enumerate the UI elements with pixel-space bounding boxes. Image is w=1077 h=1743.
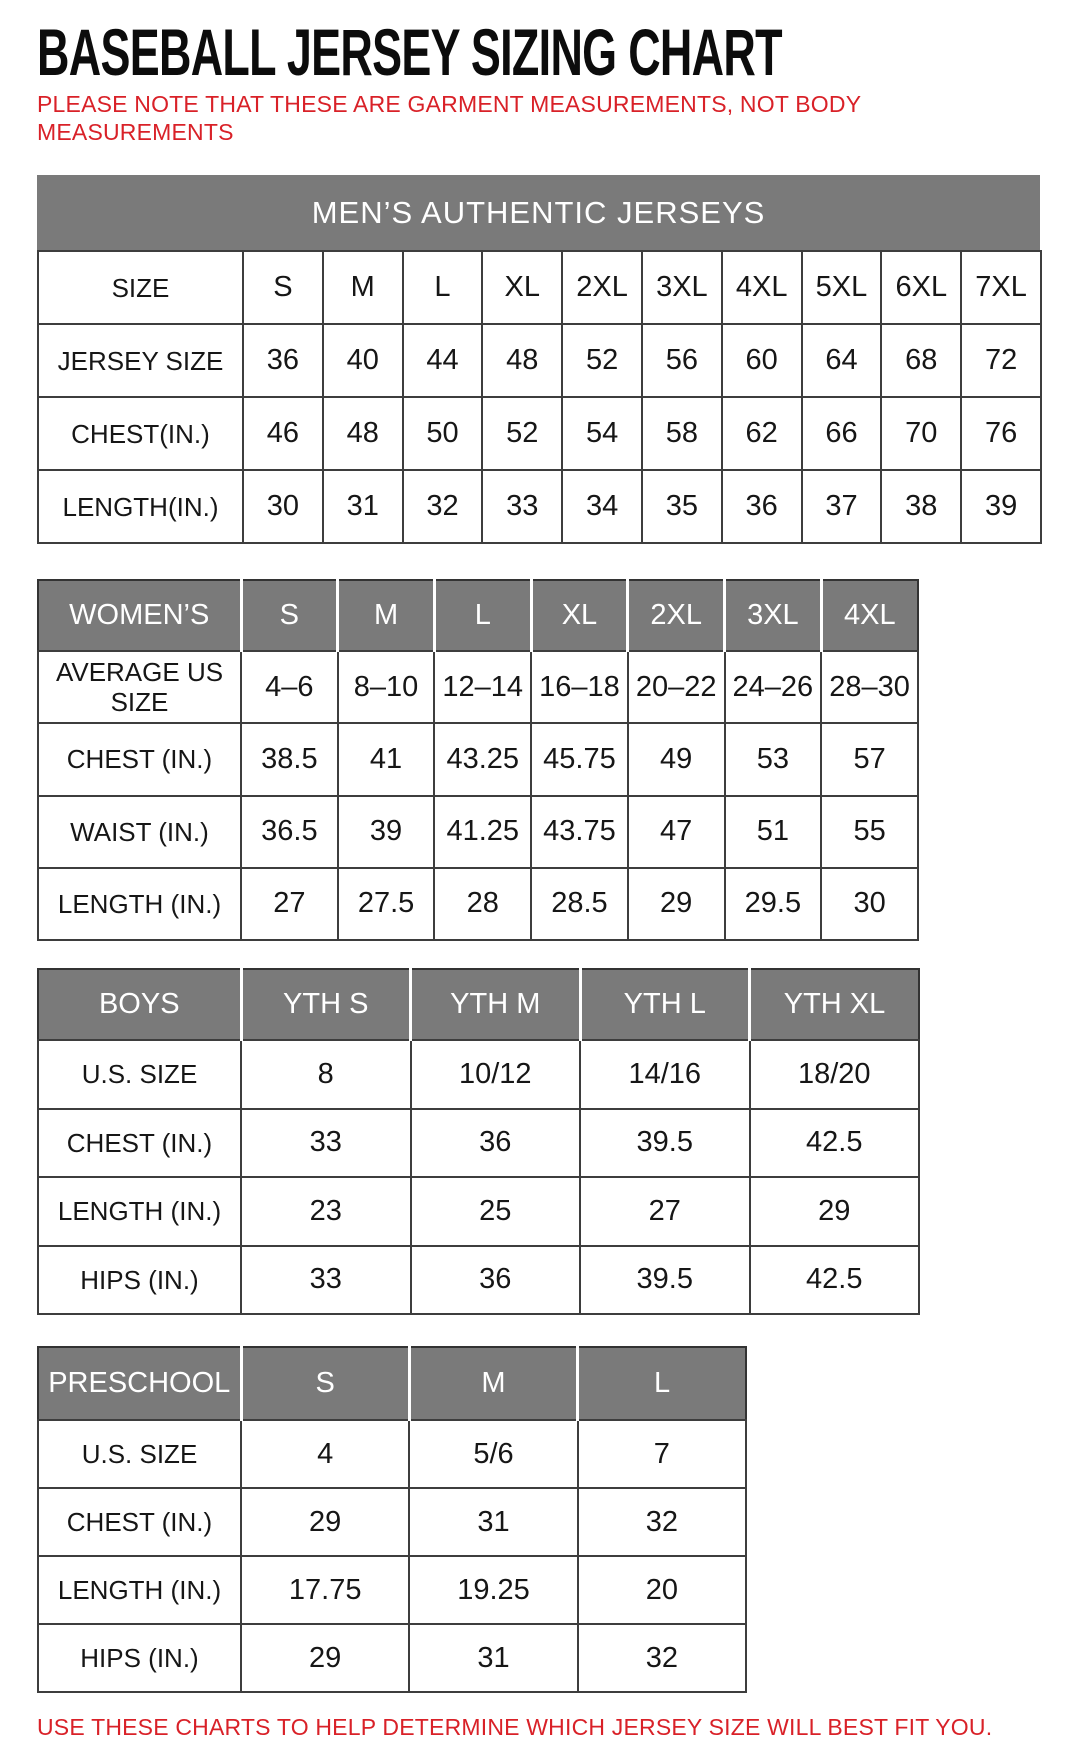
- size-value-cell: 58: [642, 397, 722, 470]
- size-value-cell: 27: [241, 868, 338, 940]
- size-value-cell: 68: [881, 324, 961, 397]
- size-value-cell: 32: [578, 1624, 746, 1692]
- size-value-cell: S: [243, 251, 323, 324]
- size-value-cell: 19.25: [409, 1556, 577, 1624]
- row-label-cell: CHEST(IN.): [38, 397, 243, 470]
- size-value-cell: 62: [722, 397, 802, 470]
- size-column-header-cell: S: [241, 1347, 409, 1420]
- size-value-cell: 36: [411, 1246, 581, 1315]
- row-label-cell: HIPS (IN.): [38, 1624, 241, 1692]
- womens-section: [37, 579, 1077, 941]
- size-value-cell: 55: [821, 796, 918, 868]
- size-table-header-row: [38, 580, 918, 651]
- size-value-cell: 72: [961, 324, 1041, 397]
- size-column-header-cell: XL: [531, 580, 628, 651]
- size-value-cell: 39: [338, 796, 435, 868]
- size-value-cell: 45.75: [531, 723, 628, 795]
- size-value-cell: 46: [243, 397, 323, 470]
- size-table-row: [38, 470, 1041, 543]
- size-value-cell: 20: [578, 1556, 746, 1624]
- size-column-header-cell: M: [409, 1347, 577, 1420]
- size-table-row: [38, 1488, 746, 1556]
- size-table-row: [38, 324, 1041, 397]
- size-value-cell: 20–22: [628, 651, 725, 723]
- size-column-header-cell: YTH M: [411, 969, 581, 1040]
- size-column-header-cell: YTH XL: [750, 969, 920, 1040]
- size-value-cell: 44: [403, 324, 483, 397]
- size-table-row: [38, 868, 918, 940]
- mens-banner: MEN’S AUTHENTIC JERSEYS: [37, 175, 1040, 250]
- size-value-cell: 48: [482, 324, 562, 397]
- size-table-row: [38, 251, 1041, 324]
- size-value-cell: 70: [881, 397, 961, 470]
- size-value-cell: 52: [482, 397, 562, 470]
- size-value-cell: 35: [642, 470, 722, 543]
- size-value-cell: 53: [725, 723, 822, 795]
- size-value-cell: 33: [482, 470, 562, 543]
- size-value-cell: 28: [434, 868, 531, 940]
- size-value-cell: 8–10: [338, 651, 435, 723]
- size-table-row: [38, 1246, 919, 1315]
- size-value-cell: 2XL: [562, 251, 642, 324]
- size-value-cell: 30: [243, 470, 323, 543]
- size-value-cell: 52: [562, 324, 642, 397]
- size-value-cell: 39: [961, 470, 1041, 543]
- size-value-cell: 6XL: [881, 251, 961, 324]
- boys-section: [37, 968, 1077, 1315]
- size-value-cell: 27: [580, 1177, 750, 1246]
- size-value-cell: 17.75: [241, 1556, 409, 1624]
- size-value-cell: 32: [403, 470, 483, 543]
- size-table-row: [38, 1624, 746, 1692]
- size-value-cell: 36: [243, 324, 323, 397]
- size-value-cell: 51: [725, 796, 822, 868]
- table-title-cell: PRESCHOOL: [38, 1347, 241, 1420]
- size-value-cell: 32: [578, 1488, 746, 1556]
- size-value-cell: 76: [961, 397, 1041, 470]
- size-value-cell: 66: [802, 397, 882, 470]
- mens-size-table: [37, 250, 1042, 544]
- size-value-cell: 49: [628, 723, 725, 795]
- size-value-cell: 29: [241, 1624, 409, 1692]
- size-value-cell: 31: [409, 1624, 577, 1692]
- size-value-cell: 36: [722, 470, 802, 543]
- row-label-cell: LENGTH (IN.): [38, 1556, 241, 1624]
- size-value-cell: 50: [403, 397, 483, 470]
- size-value-cell: 5XL: [802, 251, 882, 324]
- size-value-cell: 31: [409, 1488, 577, 1556]
- row-label-cell: LENGTH(IN.): [38, 470, 243, 543]
- size-table-row: [38, 1109, 919, 1178]
- size-value-cell: 29: [750, 1177, 920, 1246]
- size-value-cell: M: [323, 251, 403, 324]
- size-table-row: [38, 1177, 919, 1246]
- size-value-cell: 4: [241, 1420, 409, 1488]
- row-label-cell: HIPS (IN.): [38, 1246, 241, 1315]
- size-value-cell: 47: [628, 796, 725, 868]
- size-value-cell: 7XL: [961, 251, 1041, 324]
- row-label-cell: CHEST (IN.): [38, 1488, 241, 1556]
- size-value-cell: 8: [241, 1040, 411, 1109]
- garment-measurements-note: PLEASE NOTE THAT THESE ARE GARMENT MEASUREMENTS, NOT BODY MEASUREMENTS: [37, 91, 861, 145]
- size-value-cell: 40: [323, 324, 403, 397]
- row-label-cell: SIZE: [38, 251, 243, 324]
- size-value-cell: 57: [821, 723, 918, 795]
- size-value-cell: 18/20: [750, 1040, 920, 1109]
- size-value-cell: 34: [562, 470, 642, 543]
- size-value-cell: 12–14: [434, 651, 531, 723]
- size-value-cell: 29.5: [725, 868, 822, 940]
- size-value-cell: 54: [562, 397, 642, 470]
- size-value-cell: 33: [241, 1109, 411, 1178]
- size-table-row: [38, 397, 1041, 470]
- row-label-cell: U.S. SIZE: [38, 1040, 241, 1109]
- size-value-cell: 41.25: [434, 796, 531, 868]
- size-value-cell: 5/6: [409, 1420, 577, 1488]
- size-value-cell: 14/16: [580, 1040, 750, 1109]
- size-value-cell: 33: [241, 1246, 411, 1315]
- mens-section: [37, 175, 1077, 544]
- size-value-cell: 39.5: [580, 1246, 750, 1315]
- size-value-cell: 39.5: [580, 1109, 750, 1178]
- size-value-cell: 29: [241, 1488, 409, 1556]
- size-value-cell: 23: [241, 1177, 411, 1246]
- size-value-cell: 37: [802, 470, 882, 543]
- size-value-cell: 10/12: [411, 1040, 581, 1109]
- row-label-cell: WAIST (IN.): [38, 796, 241, 868]
- size-value-cell: 16–18: [531, 651, 628, 723]
- size-column-header-cell: 3XL: [725, 580, 822, 651]
- size-column-header-cell: YTH L: [580, 969, 750, 1040]
- womens-size-table: [37, 579, 919, 941]
- table-title-cell: WOMEN’S: [38, 580, 241, 651]
- boys-size-table: [37, 968, 920, 1315]
- size-table-row: [38, 1040, 919, 1109]
- size-value-cell: 41: [338, 723, 435, 795]
- row-label-cell: LENGTH (IN.): [38, 1177, 241, 1246]
- size-value-cell: 30: [821, 868, 918, 940]
- size-column-header-cell: M: [338, 580, 435, 651]
- size-value-cell: 64: [802, 324, 882, 397]
- size-column-header-cell: YTH S: [241, 969, 411, 1040]
- size-column-header-cell: S: [241, 580, 338, 651]
- size-value-cell: 25: [411, 1177, 581, 1246]
- size-table-row: [38, 723, 918, 795]
- row-label-cell: AVERAGE US SIZE: [38, 651, 241, 723]
- size-column-header-cell: L: [434, 580, 531, 651]
- size-value-cell: 42.5: [750, 1246, 920, 1315]
- size-value-cell: 43.25: [434, 723, 531, 795]
- size-column-header-cell: 4XL: [821, 580, 918, 651]
- size-value-cell: 36.5: [241, 796, 338, 868]
- preschool-section: [37, 1346, 1077, 1693]
- size-table-row: [38, 796, 918, 868]
- size-table-row: [38, 1556, 746, 1624]
- size-value-cell: 28–30: [821, 651, 918, 723]
- size-value-cell: 27.5: [338, 868, 435, 940]
- size-value-cell: 31: [323, 470, 403, 543]
- size-value-cell: 48: [323, 397, 403, 470]
- size-value-cell: 42.5: [750, 1109, 920, 1178]
- size-column-header-cell: 2XL: [628, 580, 725, 651]
- footer-note: USE THESE CHARTS TO HELP DETERMINE WHICH JERSEY SIZE WILL BEST FIT YOU.: [37, 1714, 993, 1740]
- size-table-row: [38, 651, 918, 723]
- size-table-header-row: [38, 1347, 746, 1420]
- size-value-cell: 4–6: [241, 651, 338, 723]
- size-value-cell: 29: [628, 868, 725, 940]
- size-column-header-cell: L: [578, 1347, 746, 1420]
- page-title: [37, 15, 1077, 89]
- table-title-cell: BOYS: [38, 969, 241, 1040]
- size-value-cell: 43.75: [531, 796, 628, 868]
- size-value-cell: 38.5: [241, 723, 338, 795]
- row-label-cell: U.S. SIZE: [38, 1420, 241, 1488]
- preschool-size-table: [37, 1346, 747, 1693]
- size-value-cell: 28.5: [531, 868, 628, 940]
- size-table-row: [38, 1420, 746, 1488]
- size-value-cell: 4XL: [722, 251, 802, 324]
- size-value-cell: 38: [881, 470, 961, 543]
- size-value-cell: 3XL: [642, 251, 722, 324]
- size-value-cell: 36: [411, 1109, 581, 1178]
- row-label-cell: LENGTH (IN.): [38, 868, 241, 940]
- size-value-cell: 60: [722, 324, 802, 397]
- row-label-cell: CHEST (IN.): [38, 1109, 241, 1178]
- size-value-cell: 7: [578, 1420, 746, 1488]
- size-table-header-row: [38, 969, 919, 1040]
- row-label-cell: CHEST (IN.): [38, 723, 241, 795]
- size-value-cell: 56: [642, 324, 722, 397]
- size-value-cell: XL: [482, 251, 562, 324]
- page-title-text: BASEBALL JERSEY SIZING CHART: [37, 15, 782, 89]
- size-value-cell: 24–26: [725, 651, 822, 723]
- row-label-cell: JERSEY SIZE: [38, 324, 243, 397]
- size-value-cell: L: [403, 251, 483, 324]
